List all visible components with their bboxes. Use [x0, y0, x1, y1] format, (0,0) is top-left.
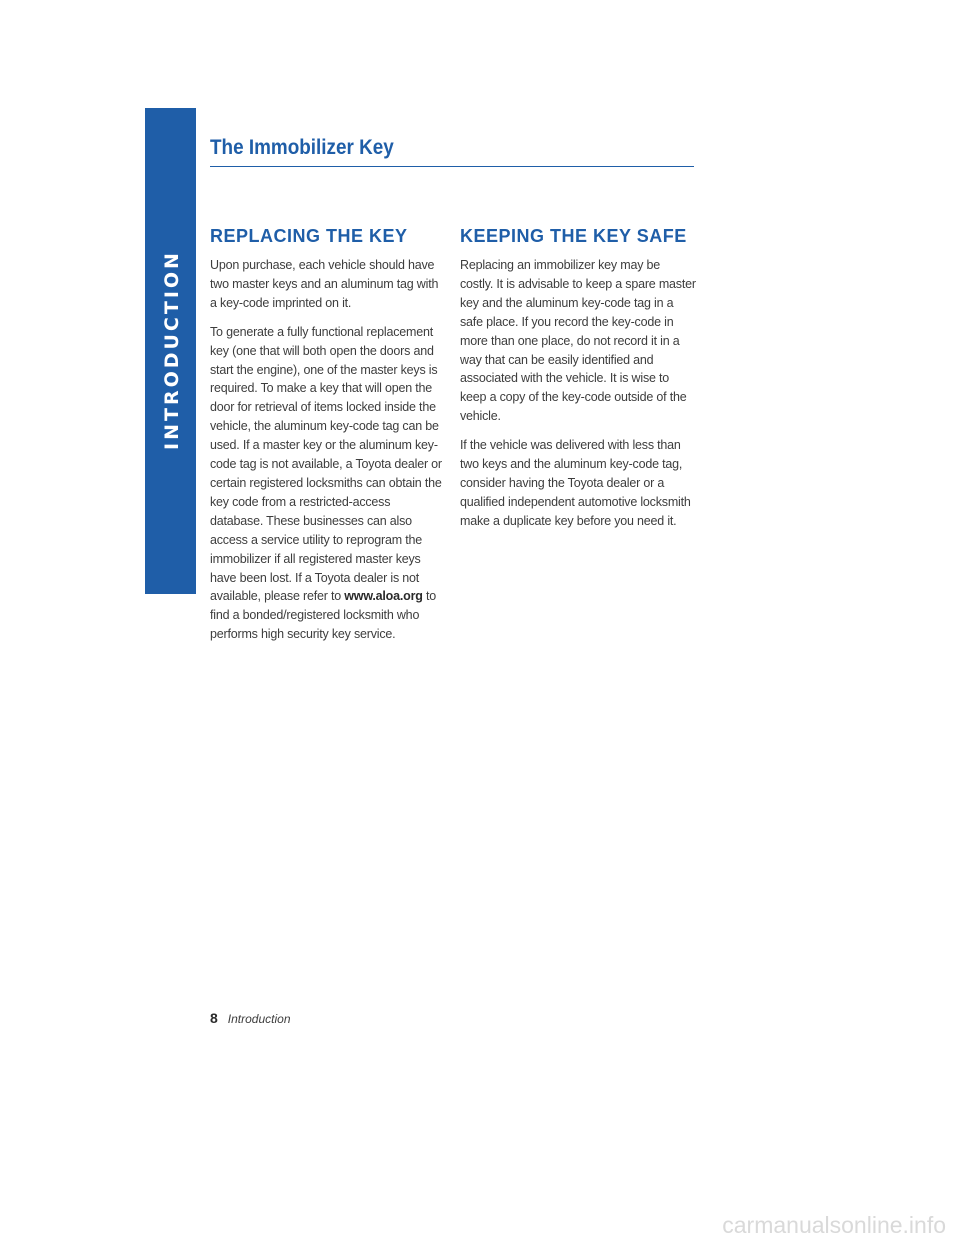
keeping-key-safe-heading: KEEPING THE KEY SAFE — [460, 226, 687, 246]
aloa-website-link[interactable]: www.aloa.org — [344, 589, 423, 604]
title-divider — [210, 166, 694, 167]
footer-section-label: Introduction — [227, 1012, 291, 1026]
keeping-key-safe-paragraph-2: If the vehicle was delivered with less than two keys and the aluminum key-code tag, consider having the Toyota dealer or a qualified independent automotive locksmith make a duplicate key before you need it. — [460, 438, 691, 528]
replacing-key-paragraph-2-end: to find a bonded/registered locksmith who performs high security key service. — [210, 589, 436, 642]
page-title: The Immobilizer Key — [210, 136, 394, 159]
keeping-key-safe-paragraph-1: Replacing an immobilizer key may be costly. It is advisable to keep a spare master key and the aluminum key-code tag in a safe place. If you record the key-code in more than one place, do not record it in a way that can be easily identified and associated with the vehicle. It is wise to keep a copy of the key-code outside of the vehicle. — [460, 258, 696, 424]
watermark: carmanualsonline.info — [722, 1212, 946, 1238]
section-tab-label: INTRODUCTION — [161, 250, 183, 450]
replacing-key-section — [210, 226, 446, 654]
replacing-key-paragraph-1: Upon purchase, each vehicle should have two master keys and an aluminum tag with a key-code imprinted on it. — [210, 258, 439, 310]
keeping-key-safe-section — [460, 226, 696, 541]
replacing-key-paragraph-2 — [210, 323, 446, 644]
replacing-key-heading: REPLACING THE KEY — [210, 226, 408, 246]
replacing-key-paragraph-2-text: To generate a fully functional replacement key (one that will both open the doors and start the engine), one of the master keys is required. To make a key that will open the door for retrieval of items locked inside the vehicle, the aluminum key-code tag can be used. If a master key or the aluminum key-code tag is not available, a Toyota dealer or certain registered locksmiths can obtain the key code from a restricted-access database. These businesses can also access a service utility to reprogram the immobilizer if all registered master keys have been lost. If a Toyota dealer is not available, please refer to — [210, 324, 442, 604]
page-footer — [210, 1010, 291, 1028]
page-number: 8 — [210, 1010, 218, 1026]
